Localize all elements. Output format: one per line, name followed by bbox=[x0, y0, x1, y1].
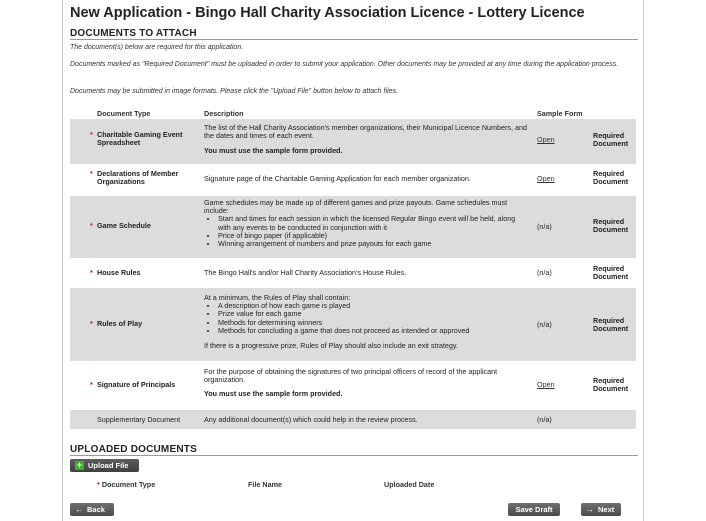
description-emphasis: You must use the sample form provided. bbox=[204, 146, 343, 156]
save-draft-button[interactable] bbox=[508, 503, 560, 516]
table-row bbox=[70, 166, 636, 194]
sample-form-na: (n/a) bbox=[537, 415, 552, 424]
required-marker: * bbox=[90, 221, 93, 230]
document-type-label: Signature of Principals bbox=[97, 380, 176, 389]
document-type-cell bbox=[90, 268, 197, 277]
document-type-cell bbox=[90, 130, 197, 148]
required-document-badge: Required Document bbox=[593, 316, 629, 334]
document-type-label: Game Schedule bbox=[97, 221, 151, 230]
required-marker: * bbox=[90, 380, 93, 389]
description-footer: If there is a progressive prize, Rules of Play should also include an exit strategy. bbox=[204, 341, 458, 351]
upload-file-button[interactable] bbox=[70, 459, 139, 472]
required-document-badge: Required Document bbox=[593, 376, 629, 394]
description-bullets bbox=[204, 302, 530, 335]
sample-form-open-link[interactable]: Open bbox=[537, 174, 555, 183]
document-type-cell bbox=[90, 169, 197, 187]
document-type-label: Rules of Play bbox=[97, 319, 143, 328]
uploaded-section-divider bbox=[70, 455, 638, 456]
description-cell bbox=[204, 199, 530, 248]
documents-section-heading: DOCUMENTS TO ATTACH bbox=[70, 28, 197, 39]
required-marker: * bbox=[97, 480, 100, 489]
uploaded-column-file-name: File Name bbox=[248, 480, 282, 489]
list-item: • A description of how each game is played bbox=[218, 302, 530, 310]
description-text: Any additional document(s) which could help in the review process. bbox=[204, 415, 418, 424]
column-header-description: Description bbox=[204, 109, 244, 118]
description-cell bbox=[204, 124, 530, 156]
description-cell bbox=[204, 368, 530, 399]
required-document-badge: Required Document bbox=[593, 217, 629, 235]
sample-form-open-link[interactable]: Open bbox=[537, 135, 555, 144]
list-item: • Price of bingo paper (if applicable) bbox=[218, 232, 530, 240]
list-item: • Prize value for each game bbox=[218, 310, 530, 318]
table-row bbox=[70, 288, 636, 361]
description-cell bbox=[204, 294, 530, 350]
documents-note-required: The document(s) below are required for this application. bbox=[70, 44, 244, 51]
description-cell bbox=[204, 416, 530, 424]
required-document-badge: Required Document bbox=[593, 264, 629, 282]
sample-form-na: (n/a) bbox=[537, 222, 552, 231]
next-button[interactable] bbox=[581, 503, 621, 516]
column-header-document-type: Document Type bbox=[97, 109, 151, 118]
sample-form-open-link[interactable]: Open bbox=[537, 380, 555, 389]
description-text: The list of the Hall Charity Association's member organizations, their Municipal Licence Numbers, and the dates and times of each event. bbox=[204, 123, 527, 141]
required-marker: * bbox=[90, 268, 93, 277]
documents-note-formats: Documents may be submitted in image formats. Please click the "Upload File" button below to attach files. bbox=[70, 88, 398, 95]
sample-form-na: (n/a) bbox=[537, 268, 552, 277]
arrow-left-icon: ← bbox=[75, 505, 83, 514]
table-row bbox=[70, 196, 636, 258]
document-type-label: Charitable Gaming Event Spreadsheet bbox=[97, 130, 183, 148]
back-button-label: Back bbox=[87, 505, 105, 514]
description-text: For the purpose of obtaining the signatures of two principal officers of record of the applicant organization. bbox=[204, 367, 498, 385]
uploaded-section-heading: UPLOADED DOCUMENTS bbox=[70, 444, 197, 455]
save-draft-label: Save Draft bbox=[515, 505, 553, 514]
document-type-label: House Rules bbox=[97, 268, 141, 277]
required-marker: * bbox=[90, 319, 93, 328]
documents-note-marked: Documents marked as "Required Document" must be uploaded in order to submit your application. Other documents may be provided at any time during the application process. bbox=[70, 61, 619, 68]
description-cell bbox=[204, 175, 530, 183]
document-type-cell bbox=[90, 319, 197, 328]
document-type-cell bbox=[90, 221, 197, 230]
description-text: Signature page of the Charitable Gaming Application for each member organization. bbox=[204, 174, 471, 183]
list-item: • Start and times for each session in which the licensed Regular Bingo event will be held, along with any events to be conducted in conjunction with it bbox=[218, 215, 530, 231]
document-type-cell bbox=[90, 380, 197, 389]
required-document-badge: Required Document bbox=[593, 131, 629, 149]
required-marker: * bbox=[90, 130, 93, 139]
document-type-label: Supplementary Document bbox=[97, 415, 181, 424]
uploaded-column-uploaded-date: Uploaded Date bbox=[384, 480, 435, 489]
description-bullets bbox=[204, 215, 530, 248]
description-text: At a minimum, the Rules of Play shall contain: bbox=[204, 293, 351, 302]
list-item: • Methods for determining winners bbox=[218, 319, 530, 327]
list-item: • Winning arrangement of numbers and prize payouts for each game bbox=[218, 240, 530, 248]
description-cell bbox=[204, 269, 530, 277]
arrow-right-icon: → bbox=[586, 505, 594, 514]
sample-form-na: (n/a) bbox=[537, 320, 552, 329]
description-emphasis: You must use the sample form provided. bbox=[204, 389, 343, 399]
document-type-cell bbox=[97, 416, 217, 424]
plus-icon: + bbox=[76, 460, 83, 470]
column-header-sample-form: Sample Form bbox=[537, 109, 583, 118]
table-row bbox=[70, 364, 636, 407]
description-text: The Bingo Hall's and/or Hall Charity Association's House Rules. bbox=[204, 268, 407, 277]
back-button[interactable] bbox=[70, 503, 114, 516]
table-row bbox=[70, 261, 636, 285]
required-marker: * bbox=[90, 169, 93, 178]
documents-section-divider bbox=[70, 39, 638, 40]
document-type-label: Declarations of Member Organizations bbox=[97, 169, 179, 187]
upload-file-label: Upload File bbox=[88, 461, 129, 470]
uploaded-column-document-type bbox=[97, 480, 155, 489]
table-row bbox=[70, 410, 636, 429]
next-button-label: Next bbox=[598, 505, 615, 514]
table-row bbox=[70, 119, 636, 164]
page-title: New Application - Bingo Hall Charity Association Licence - Lottery Licence bbox=[70, 5, 585, 21]
uploaded-column-document-type-label: Document Type bbox=[101, 480, 156, 489]
description-text: Game schedules may be made up of different games and prize payouts. Game schedules must include: bbox=[204, 198, 508, 216]
list-item: • Methods for concluding a game that does not proceed as intended or approved bbox=[218, 327, 530, 335]
required-document-badge: Required Document bbox=[593, 169, 629, 187]
